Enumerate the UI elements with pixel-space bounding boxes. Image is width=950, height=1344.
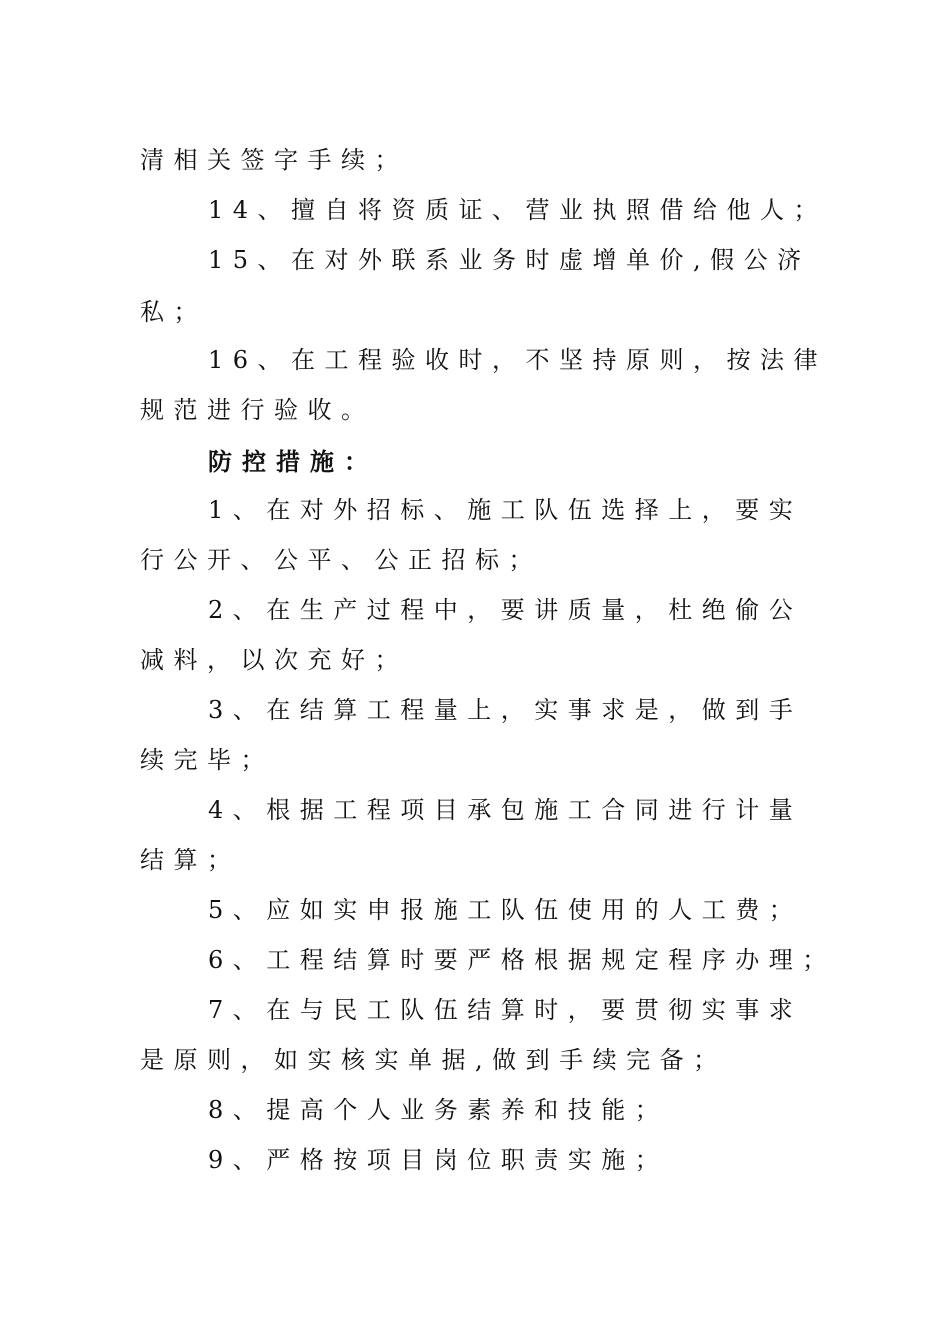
measure-item-2: 2、在生产过程中，要讲质量，杜绝偷公 [208, 596, 803, 624]
text-line: 结算； [140, 846, 241, 874]
text-line: 续完毕； [140, 746, 274, 774]
measure-item-6: 6、工程结算时要严格根据规定程序办理； [208, 946, 836, 974]
text-line: 清相关签字手续； [140, 146, 408, 174]
text-line: 私； [140, 298, 207, 326]
list-item-15: 15、在对外联系业务时虚增单价,假公济 [208, 246, 811, 274]
section-heading: 防控措施： [208, 447, 378, 476]
measure-item-3: 3、在结算工程量上，实事求是，做到手 [208, 696, 803, 724]
measure-item-7: 7、在与民工队伍结算时，要贯彻实事求 [208, 996, 803, 1024]
list-item-14: 14、擅自将资质证、营业执照借给他人； [208, 196, 828, 224]
measure-item-9: 9、严格按项目岗位职责实施； [208, 1146, 669, 1174]
text-line: 行公开、公平、公正招标； [140, 546, 542, 574]
text-line: 减料，以次充好； [140, 646, 408, 674]
measure-item-4: 4、根据工程项目承包施工合同进行计量 [208, 796, 803, 824]
text-line: 规范进行验收。 [140, 396, 375, 424]
text-line: 是原则，如实核实单据,做到手续完备； [140, 1046, 727, 1074]
measure-item-5: 5、应如实申报施工队伍使用的人工费； [208, 896, 803, 924]
measure-item-1: 1、在对外招标、施工队伍选择上，要实 [208, 496, 803, 524]
measure-item-8: 8、提高个人业务素养和技能； [208, 1096, 669, 1124]
list-item-16: 16、在工程验收时，不坚持原则，按法律 [208, 346, 828, 374]
